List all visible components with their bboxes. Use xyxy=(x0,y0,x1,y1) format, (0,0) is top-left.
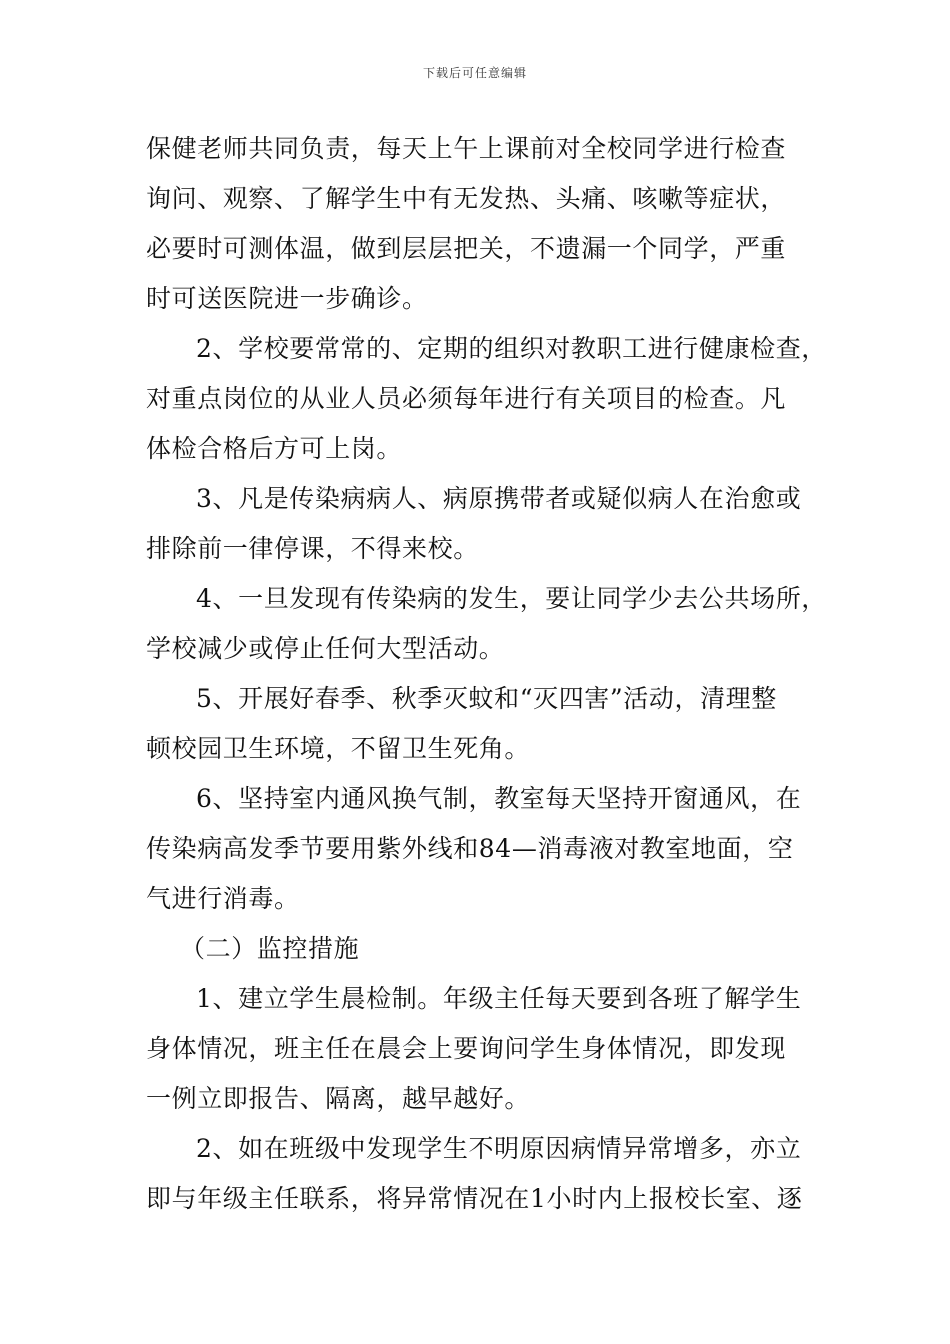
paragraph-start-line: 3、凡是传染病病人、病原携带者或疑似病人在治愈或 xyxy=(196,484,802,513)
text-line: 顿校园卫生环境，不留卫生死角。 xyxy=(146,734,531,763)
paragraph-start-line: 4、一旦发现有传染病的发生，要让同学少去公共场所， xyxy=(196,584,827,613)
text-line: 时可送医院进一步确诊。 xyxy=(146,284,428,313)
paragraph-start-line: 2、如在班级中发现学生不明原因病情异常增多，亦立 xyxy=(196,1134,802,1163)
paragraph-start-line: 6、坚持室内通风换气制，教室每天坚持开窗通风，在 xyxy=(196,784,802,813)
document-body xyxy=(146,124,827,1224)
page-header: 下载后可任意编辑 xyxy=(422,66,527,80)
paragraph-start-line: 5、开展好春季、秋季灭蚊和“灭四害”活动，清理整 xyxy=(196,684,777,713)
paragraph-start-line: 1、建立学生晨检制。年级主任每天要到各班了解学生 xyxy=(196,984,802,1013)
text-line: 排除前一律停课，不得来校。 xyxy=(146,534,479,563)
text-line: 身体情况，班主任在晨会上要询问学生身体情况，即发现 xyxy=(146,1034,787,1063)
text-line: 学校减少或停止任何大型活动。 xyxy=(146,634,505,663)
text-line: 对重点岗位的从业人员必须每年进行有关项目的检查。凡 xyxy=(146,384,787,413)
text-line: 必要时可测体温，做到层层把关，不遗漏一个同学，严重 xyxy=(146,234,787,263)
text-line: 传染病高发季节要用紫外线和84—消毒液对教室地面，空 xyxy=(146,834,794,863)
text-line: 即与年级主任联系，将异常情况在1小时内上报校长室、逐 xyxy=(146,1184,803,1213)
text-line: 保健老师共同负责，每天上午上课前对全校同学进行检查 xyxy=(146,134,787,163)
text-line: 一例立即报告、隔离，越早越好。 xyxy=(146,1084,531,1113)
section-heading: （二）监控措施 xyxy=(180,934,360,963)
text-line: 体检合格后方可上岗。 xyxy=(146,434,403,463)
text-line: 询问、观察、了解学生中有无发热、头痛、咳嗽等症状， xyxy=(146,184,787,213)
text-line: 气进行消毒。 xyxy=(146,884,300,913)
paragraph-start-line: 2、学校要常常的、定期的组织对教职工进行健康检查， xyxy=(196,334,827,363)
